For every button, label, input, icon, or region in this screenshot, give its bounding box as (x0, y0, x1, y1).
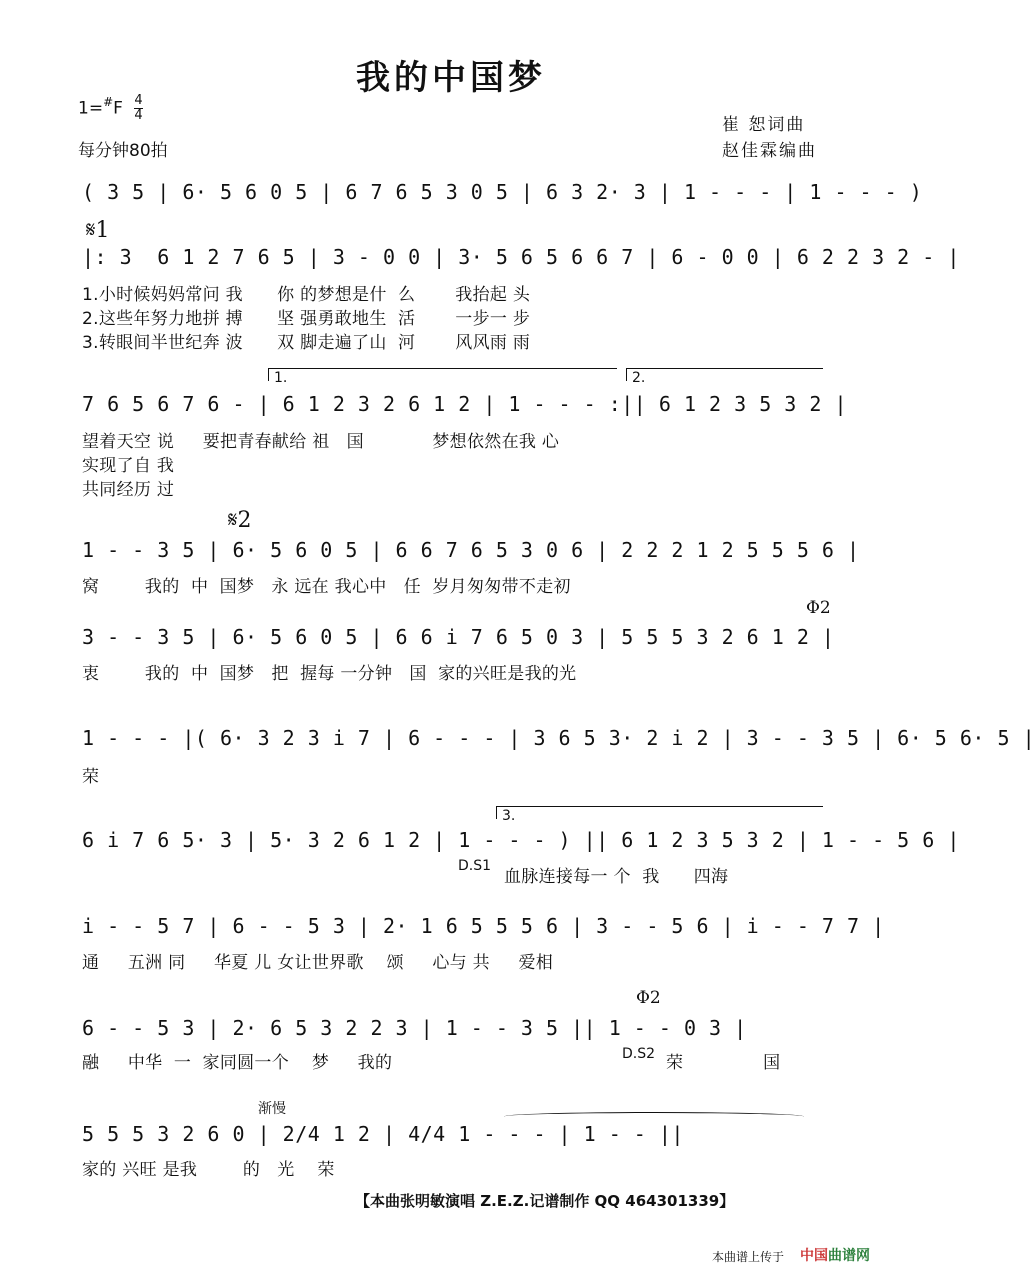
score-line-3: 7 6 5 6 7 6 - | 6 1 2 3 2 6 1 2 | 1 - - - :|| 6 1 2 3 5 3 2 | (82, 392, 848, 416)
volta-bracket-2 (626, 368, 823, 381)
time-num: 4 (134, 93, 143, 108)
segno-2: 𝄋2 (228, 508, 252, 533)
lyrics-line-3a: 望着天空 说 要把青春献给 祖 国 梦想依然在我 心 (82, 432, 560, 452)
ds-2: D.S2 (622, 1046, 656, 1062)
ds-1: D.S1 (458, 858, 492, 874)
footer-credit: 【本曲张明敏演唱 Z.E.Z.记谱制作 QQ 464301339】 (355, 1192, 735, 1210)
score-line-2: |: 3 6 1 2 7 6 5 | 3 - 0 0 | 3· 5 6 5 6 6 7 | 6 - 0 0 | 6 2 2 3 2 - | (82, 245, 960, 269)
lyrics-line-5: 衷 我的 中 国梦 把 握每 一分钟 国 家的兴旺是我的光 (82, 664, 577, 684)
lyrics-line-7: 血脉连接每一 个 我 四海 (504, 867, 729, 887)
lyrics-line-4: 窝 我的 中 国梦 永 远在 我心中 任 岁月匆匆带不走初 (82, 577, 571, 597)
key-note: F (113, 98, 123, 119)
volta-1: 1. (274, 370, 288, 386)
score-line-5: 3 - - 3 5 | 6· 5 6 0 5 | 6 6 i 7 6 5 0 3 | 5 5 5 3 2 6 1 2 | (82, 625, 835, 649)
logo-part-a: 中国 (800, 1248, 828, 1264)
key-prefix: 1= (78, 98, 104, 119)
site-logo[interactable] (800, 1245, 870, 1265)
segno-1: 𝄋1 (86, 218, 110, 243)
lyrics-verse-2: 2.这些年努力地拼 搏 坚 强勇敢地生 活 一步一 步 (82, 309, 531, 329)
score-line-4: 1 - - 3 5 | 6· 5 6 0 5 | 6 6 7 6 5 3 0 6 | 2 2 2 1 2 5 5 5 6 | (82, 538, 860, 562)
lyrics-line-8: 通 五洲 同 华夏 儿 女让世界歌 颂 心与 共 爱相 (82, 953, 554, 973)
lyrics-line-9: 融 中华 一 家同圆一个 梦 我的 (82, 1053, 393, 1073)
score-line-7: 6 i 7 6 5· 3 | 5· 3 2 6 1 2 | 1 - - - ) || 6 1 2 3 5 3 2 | 1 - - 5 6 | (82, 828, 960, 852)
volta-2: 2. (632, 370, 646, 386)
logo-part-b: 曲谱网 (828, 1248, 870, 1264)
volta-bracket-3 (496, 806, 823, 819)
lyrics-line-6: 荣 (82, 767, 100, 787)
lyrics-line-3b: 实现了自 我 (82, 456, 175, 476)
volta-3: 3. (502, 808, 516, 824)
score-line-8: i - - 5 7 | 6 - - 5 3 | 2· 1 6 5 5 5 6 | 3 - - 5 6 | i - - 7 7 | (82, 914, 885, 938)
lyrics-line-3c: 共同经历 过 (82, 480, 175, 500)
lyrics-verse-3: 3.转眼间半世纪奔 波 双 脚走遍了山 河 风风雨 雨 (82, 333, 531, 353)
tie-slur (504, 1112, 804, 1121)
coda-2: Φ2 (806, 598, 831, 618)
score-line-9: 6 - - 5 3 | 2· 6 5 3 2 2 3 | 1 - - 3 5 || 1 - - 0 3 | (82, 1016, 747, 1040)
lyrics-verse-1: 1.小时候妈妈常问 我 你 的梦想是什 么 我抬起 头 (82, 285, 531, 305)
time-signature (134, 94, 142, 123)
score-line-6: 1 - - - |( 6· 3 2 3 i 7 | 6 - - - | 3 6 5 3· 2 i 2 | 3 - - 3 5 | 6· 5 6· 5 | (82, 726, 1035, 750)
key-sharp: # (103, 94, 114, 109)
page-title: 我的中国梦 (356, 58, 546, 98)
key-signature (78, 94, 143, 123)
lyrics-line-9b: 荣 国 (666, 1053, 781, 1073)
score-line-1: ( 3 5 | 6· 5 6 0 5 | 6 7 6 5 3 0 5 | 6 3 2· 3 | 1 - - - | 1 - - - ) (82, 180, 923, 204)
arranger-credit: 赵佳霖编曲 (722, 141, 817, 161)
ritardando: 渐慢 (258, 1101, 286, 1117)
coda-2-b: Φ2 (636, 988, 661, 1008)
volta-bracket-1 (268, 368, 617, 381)
lyrics-line-10: 家的 兴旺 是我 的 光 荣 (82, 1160, 335, 1180)
upload-note: 本曲谱上传于 (712, 1250, 785, 1264)
score-line-10: 5 5 5 3 2 6 0 | 2/4 1 2 | 4/4 1 - - - | 1 - - || (82, 1122, 684, 1146)
lyricist-credit: 崔 恕词曲 (722, 115, 806, 135)
time-den: 4 (134, 108, 143, 123)
tempo: 每分钟80拍 (78, 141, 168, 161)
